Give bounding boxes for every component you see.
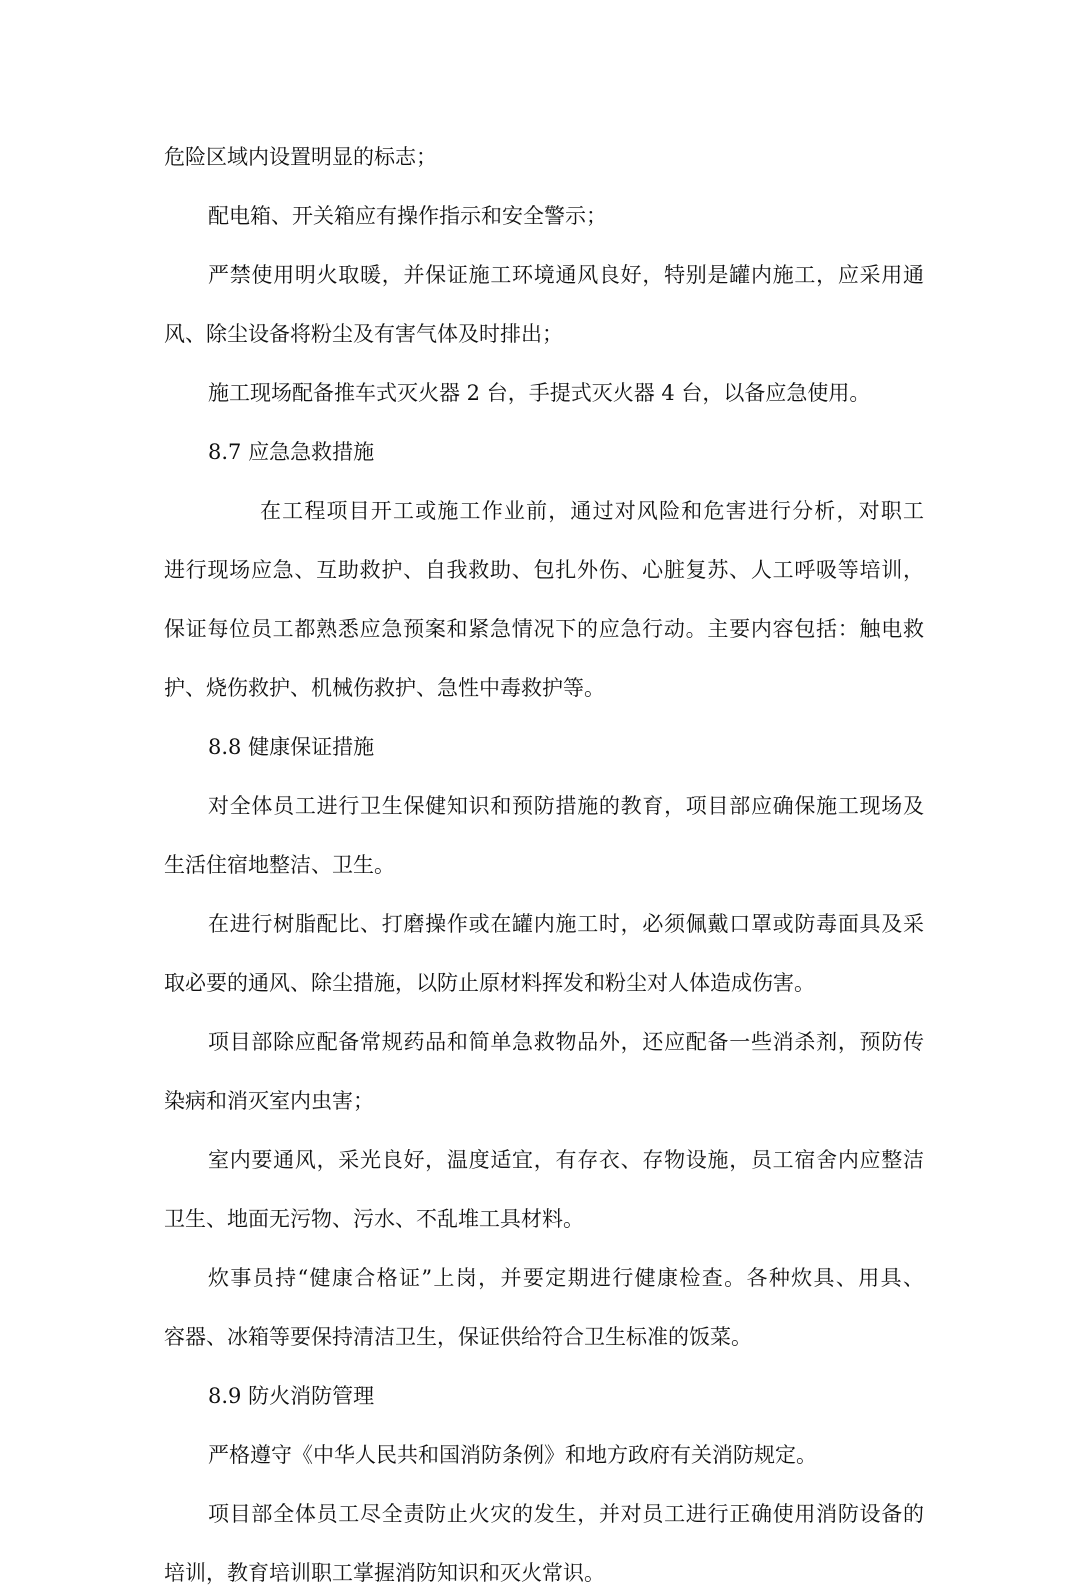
paragraph-line: 严格遵守《中华人民共和国消防条例》和地方政府有关消防规定。 [208, 1443, 817, 1467]
paragraph-line: 对全体员工进行卫生保健知识和预防措施的教育，项目部应确保施工现场及 [208, 794, 924, 818]
paragraph-line: 配电箱、开关箱应有操作指示和安全警示； [208, 204, 607, 228]
paragraph-line: 项目部除应配备常规药品和简单急救物品外，还应配备一些消杀剂，预防传 [208, 1030, 924, 1054]
paragraph-line: 在进行树脂配比、打磨操作或在罐内施工时，必须佩戴口罩或防毒面具及采 [208, 912, 924, 936]
paragraph-line: 严禁使用明火取暖，并保证施工环境通风良好，特别是罐内施工，应采用通 [208, 263, 924, 287]
paragraph-line: 取必要的通风、除尘措施，以防止原材料挥发和粉尘对人体造成伤害。 [164, 971, 815, 995]
section-heading: 8.9 防火消防管理 [208, 1384, 375, 1408]
paragraph-line: 染病和消灭室内虫害； [164, 1089, 374, 1113]
paragraph-line: 生活住宿地整洁、卫生。 [164, 853, 395, 877]
paragraph-line: 施工现场配备推车式灭火器 2 台，手提式灭火器 4 台，以备应急使用。 [208, 381, 871, 405]
section-heading: 8.8 健康保证措施 [208, 735, 375, 759]
paragraph-line: 保证每位员工都熟悉应急预案和紧急情况下的应急行动。主要内容包括：触电救 [164, 617, 924, 641]
paragraph-line: 卫生、地面无污物、污水、不乱堆工具材料。 [164, 1207, 584, 1231]
paragraph-line: 室内要通风，采光良好，温度适宜，有存衣、存物设施，员工宿舍内应整洁 [208, 1148, 924, 1172]
paragraph-line: 炊事员持“健康合格证”上岗，并要定期进行健康检查。各种炊具、用具、 [208, 1266, 924, 1290]
section-heading: 8.7 应急急救措施 [208, 440, 375, 464]
paragraph-line: 护、烧伤救护、机械伤救护、急性中毒救护等。 [164, 676, 605, 700]
paragraph-line: 风、除尘设备将粉尘及有害气体及时排出； [164, 322, 563, 346]
paragraph-line: 危险区域内设置明显的标志； [164, 145, 437, 169]
paragraph-line: 进行现场应急、互助救护、自我救助、包扎外伤、心脏复苏、人工呼吸等培训， [164, 558, 924, 582]
paragraph-line: 项目部全体员工尽全责防止火灾的发生，并对员工进行正确使用消防设备的 [208, 1502, 924, 1526]
document-body [164, 138, 924, 1593]
paragraph-line: 在工程项目开工或施工作业前，通过对风险和危害进行分析，对职工 [260, 499, 924, 523]
paragraph-line: 培训，教育培训职工掌握消防知识和灭火常识。 [164, 1561, 605, 1585]
paragraph-line: 容器、冰箱等要保持清洁卫生，保证供给符合卫生标准的饭菜。 [164, 1325, 752, 1349]
